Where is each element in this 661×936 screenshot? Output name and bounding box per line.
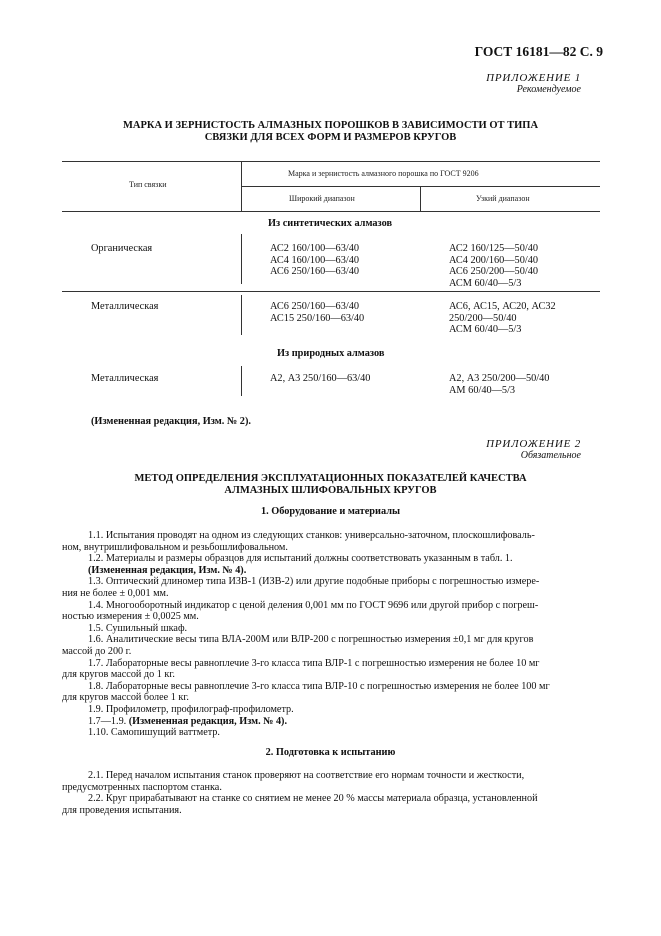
row3-vrule xyxy=(241,366,242,396)
row1-narrow xyxy=(449,243,538,289)
row3-narrow-1: А2, А3 250/200—50/40 xyxy=(449,373,550,384)
para-1-6-a: 1.6. Аналитические весы типа ВЛА-200М или ВЛР-200 с погрешностью измерения ±0,1 мг для кругов xyxy=(88,634,534,646)
row2-narrow-2: 250/200—50/40 xyxy=(449,312,517,324)
row3-wide xyxy=(270,373,370,385)
table-header-bottom-rule xyxy=(62,211,600,212)
appendix2-heading-line1: МЕТОД ОПРЕДЕЛЕНИЯ ЭКСПЛУАТАЦИОННЫХ ПОКАЗАТЕЛЕЙ КАЧЕСТВА xyxy=(134,473,527,484)
table-section-natural: Из природных алмазов xyxy=(277,348,385,359)
section1-body xyxy=(62,530,602,739)
section2-body xyxy=(62,770,602,816)
para-1-8-b: для кругов массой более 1 кг. xyxy=(62,692,189,704)
section1-title: 1. Оборудование и материалы xyxy=(260,506,401,517)
appendix1-heading-line2: СВЯЗКИ ДЛЯ ВСЕХ ФОРМ И РАЗМЕРОВ КРУГОВ xyxy=(204,132,457,143)
para-1-1-b: ном, внутришлифовальном и резьбошлифовальном. xyxy=(62,541,288,553)
row2-vrule xyxy=(241,295,242,335)
appendix1-revision-note: (Измененная редакция, Изм. № 2). xyxy=(91,416,251,427)
appendix1-status: Рекомендуемое xyxy=(516,84,581,95)
row3-narrow xyxy=(449,373,549,396)
para-1-7-9 xyxy=(62,716,602,728)
row2-narrow-1: АС6, АС15, АС20, АС32 xyxy=(449,301,556,312)
para-1-7-a: 1.7. Лабораторные весы равноплечие 3-го класса типа ВЛР-1 с погрешностью измерения не более 10 мг xyxy=(88,657,540,669)
para-1-7-b: для кругов массой до 1 кг. xyxy=(62,669,175,681)
row2-narrow-3: АСМ 60/40—5/3 xyxy=(449,324,522,335)
appendix1-heading-line1: МАРКА И ЗЕРНИСТОСТЬ АЛМАЗНЫХ ПОРОШКОВ В ЗАВИСИМОСТИ ОТ ТИПА xyxy=(122,120,539,131)
row1-bond: Органическая xyxy=(91,243,153,254)
table-section-synthetic: Из синтетических алмазов xyxy=(268,218,393,229)
table-subheader-vrule xyxy=(420,187,421,211)
para-1-4-a: 1.4. Многооборотный индикатор с ценой деления 0,001 мм по ГОСТ 9696 или другой прибор с погреш- xyxy=(88,599,539,611)
row1-vrule xyxy=(241,234,242,284)
row1-wide-2: АС4 160/100—63/40 xyxy=(270,254,360,266)
para-2-1-b: предусмотренных паспортом станка. xyxy=(62,781,222,793)
row-separator xyxy=(62,291,600,292)
table-top-rule xyxy=(62,161,600,162)
para-1-9: 1.9. Профилометр, профилограф-профилометр. xyxy=(88,703,294,715)
appendix1-heading xyxy=(0,120,661,144)
appendix2-status: Обязательное xyxy=(520,450,581,461)
row1-wide xyxy=(270,243,359,278)
row1-narrow-3: АС6 250/200—50/40 xyxy=(449,266,539,277)
row1-wide-1: АС2 160/100—63/40 xyxy=(270,243,360,254)
para-1-10: 1.10. Самопишущий ваттметр. xyxy=(88,727,220,739)
para-1-5: 1.5. Сушильный шкаф. xyxy=(88,622,188,634)
para-1-2-note: (Измененная редакция, Изм. № 4). xyxy=(88,564,247,576)
row2-wide-1: АС6 250/160—63/40 xyxy=(270,301,360,312)
row2-bond: Металлическая xyxy=(91,301,159,312)
para-2-2-a: 2.2. Круг прирабатывают на станке со снятием не менее 20 % массы материала образца, установленной xyxy=(88,793,538,805)
row2-wide-2: АС15 250/160—63/40 xyxy=(270,312,365,324)
para-1-3-a: 1.3. Оптический длиномер типа ИЗВ-1 (ИЗВ-2) или другие подобные приборы с погрешностью измере- xyxy=(88,576,540,588)
appendix2-heading-line2: АЛМАЗНЫХ ШЛИФОВАЛЬНЫХ КРУГОВ xyxy=(224,485,437,496)
para-1-7-9-note: (Измененная редакция, Изм. № 4). xyxy=(128,715,287,727)
para-1-7-9-prefix: 1.7—1.9. xyxy=(88,715,127,727)
row3-wide-1: А2, А3 250/160—63/40 xyxy=(270,373,371,384)
table-col-wide: Широкий диапазон xyxy=(289,194,355,203)
para-1-4-b: ностью измерения ± 0,0025 мм. xyxy=(62,611,199,623)
row1-narrow-4: АСМ 60/40—5/3 xyxy=(449,277,522,289)
table-col-group: Марка и зернистость алмазного порошка по ГОСТ 9206 xyxy=(288,169,479,178)
row1-wide-3: АС6 250/160—63/40 xyxy=(270,266,360,277)
para-1-2: 1.2. Материалы и размеры образцов для испытаний должны соответствовать указанным в табл. 1. xyxy=(88,553,513,565)
page-header: ГОСТ 16181—82 С. 9 xyxy=(474,44,603,59)
section2-title: 2. Подготовка к испытанию xyxy=(265,747,396,758)
row3-bond: Металлическая xyxy=(91,373,159,384)
row2-wide xyxy=(270,301,364,324)
para-1-6-b: массой до 200 г. xyxy=(62,645,132,657)
row1-narrow-1: АС2 160/125—50/40 xyxy=(449,243,539,254)
para-1-3-b: ния не более ± 0,001 мм. xyxy=(62,587,169,599)
para-1-1-a: 1.1. Испытания проводят на одном из следующих станков: универсально-заточном, плоскошлифоваль- xyxy=(88,530,535,541)
table-col-narrow: Узкий диапазон xyxy=(476,194,530,203)
table-col-bond: Тип связки xyxy=(129,180,167,189)
para-2-1-a: 2.1. Перед началом испытания станок проверяют на соответствие его нормам точности и жесткости, xyxy=(88,770,525,781)
para-1-8-a: 1.8. Лабораторные весы равноплечие 3-го класса типа ВЛР-10 с погрешностью измерения не более 100 мг xyxy=(88,680,550,692)
row1-narrow-2: АС4 200/160—50/40 xyxy=(449,254,539,266)
appendix1-title: ПРИЛОЖЕНИЕ 1 xyxy=(486,72,581,84)
row3-narrow-2: АМ 60/40—5/3 xyxy=(449,384,516,396)
para-2-2-b: для проведения испытания. xyxy=(62,804,182,816)
appendix2-heading xyxy=(0,473,661,497)
row2-narrow xyxy=(449,301,556,336)
appendix2-title: ПРИЛОЖЕНИЕ 2 xyxy=(486,438,581,450)
